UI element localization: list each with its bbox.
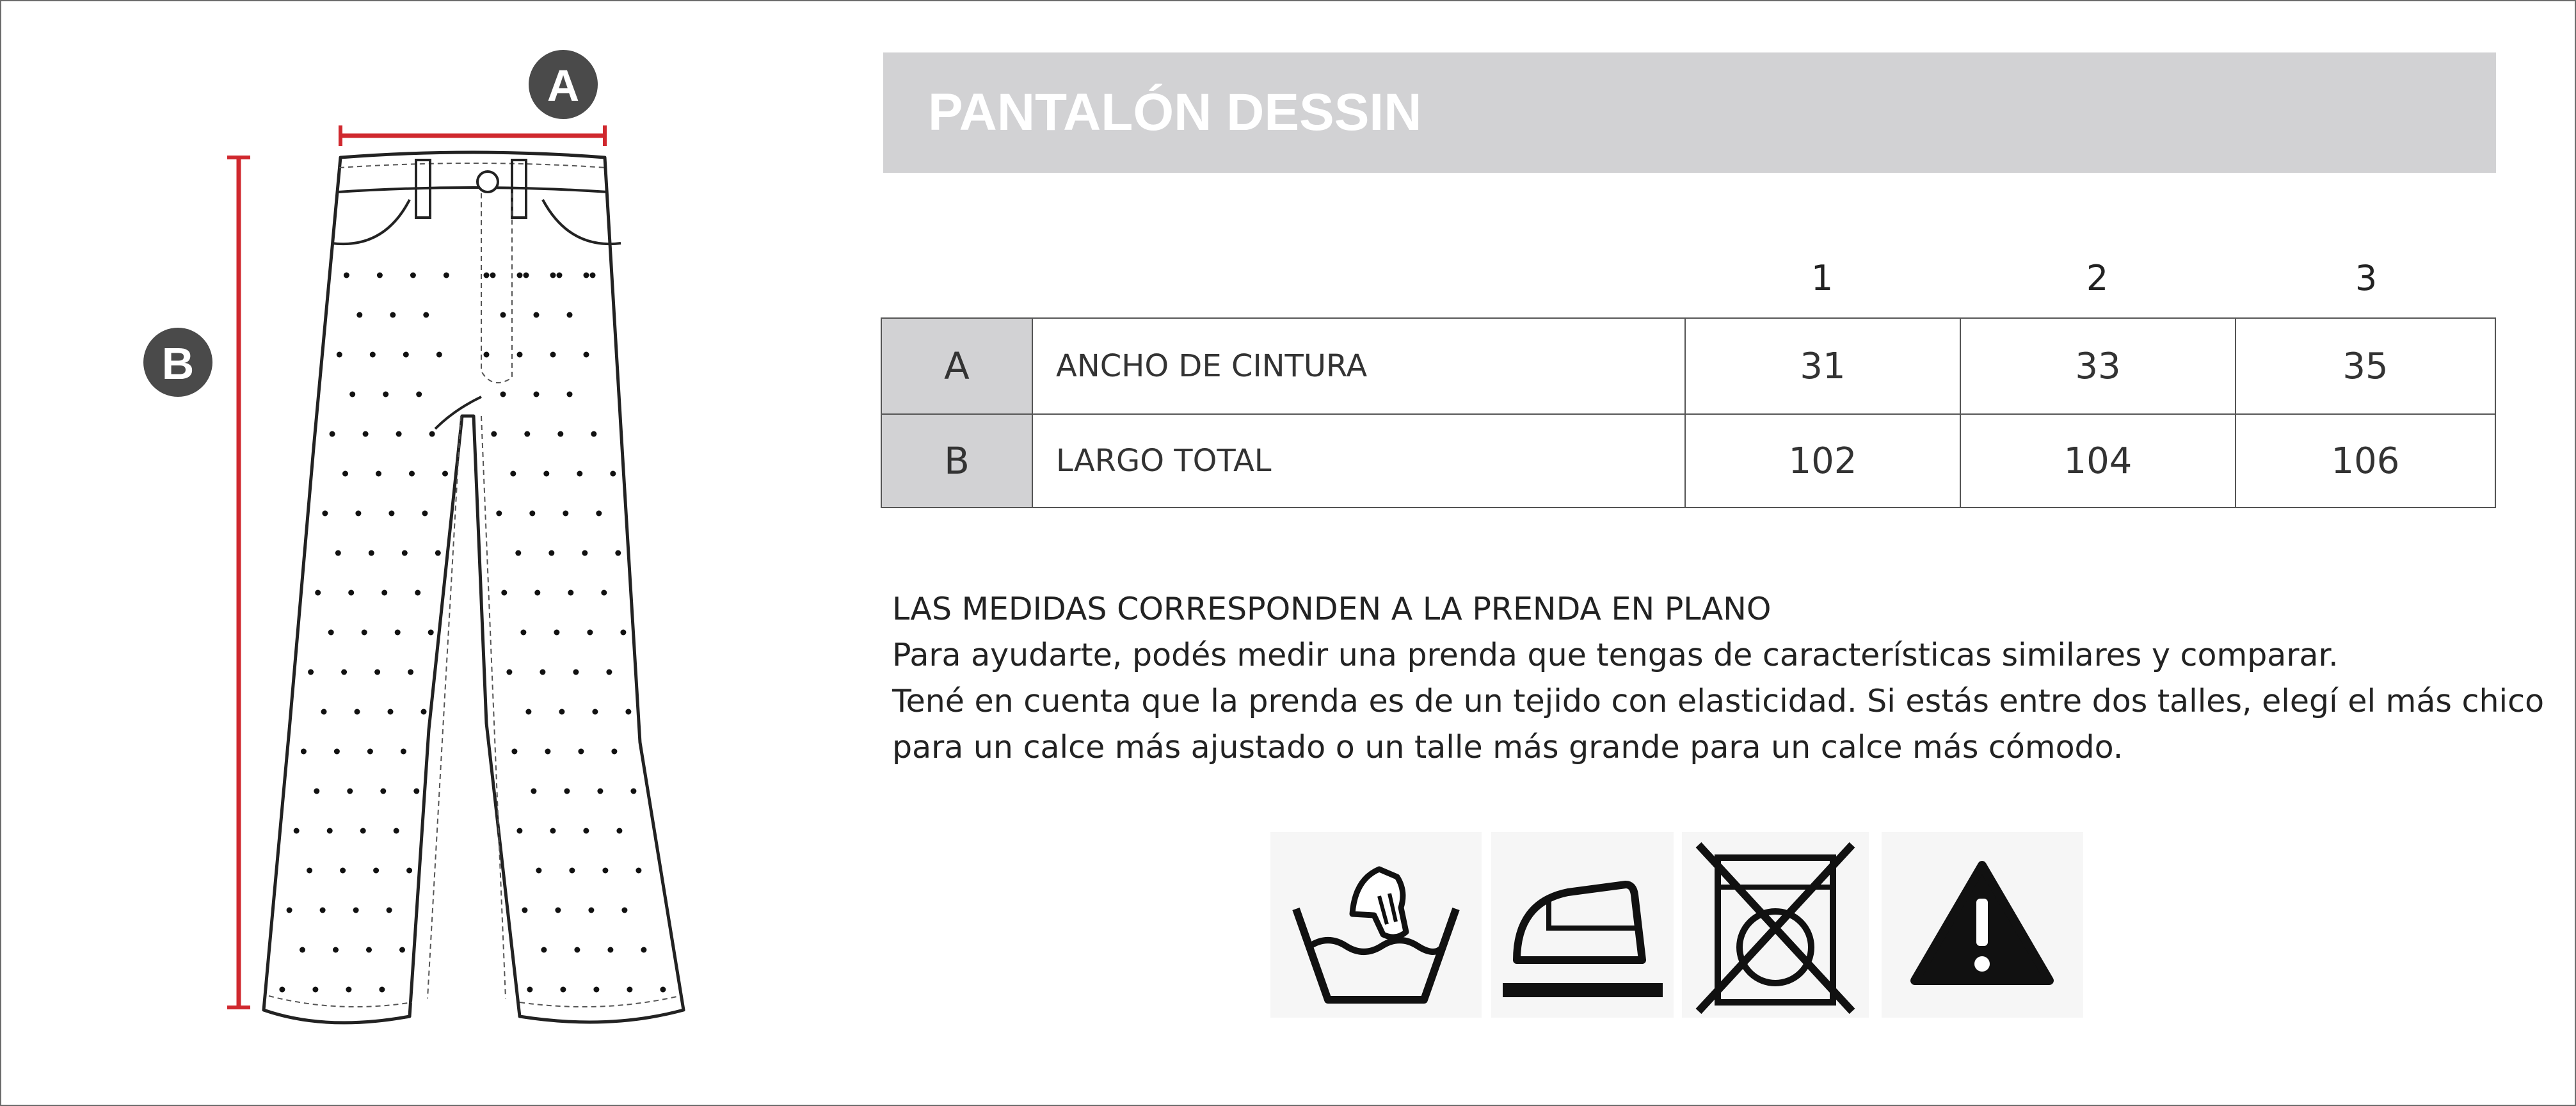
polka-dot [294, 828, 300, 834]
polka-dot [403, 352, 409, 358]
polka-dot [620, 630, 626, 636]
polka-dot [578, 749, 584, 755]
polka-dot [356, 312, 362, 318]
polka-dot [413, 789, 419, 794]
polka-dot [550, 828, 556, 834]
pants-outline [264, 152, 684, 1023]
polka-dot [341, 669, 347, 675]
polka-dot [548, 550, 554, 556]
badge-a-label: A [547, 61, 580, 111]
table-divider [1960, 319, 1961, 507]
polka-dot [583, 828, 589, 834]
polka-dot [421, 709, 427, 715]
polka-dot [577, 471, 582, 477]
polka-dot [383, 392, 388, 397]
polka-dot [347, 789, 353, 794]
polka-dot [596, 511, 602, 517]
polka-dot [630, 789, 636, 794]
polka-dot [611, 749, 617, 755]
polka-dot [490, 273, 496, 278]
polka-dot [517, 352, 523, 358]
polka-dot [287, 908, 292, 913]
polka-dot [428, 630, 434, 636]
polka-dot [534, 392, 540, 397]
polka-dot [616, 828, 622, 834]
polka-dot [363, 431, 369, 437]
size-table [881, 317, 2496, 508]
table-row-divider [882, 413, 2495, 415]
polka-dot [377, 273, 383, 278]
row-b-size-1: 102 [1788, 440, 1857, 482]
polka-dot [315, 590, 321, 596]
polka-dot [406, 868, 412, 874]
polka-dot [408, 669, 413, 675]
polka-dot [500, 392, 506, 397]
polka-dot [559, 709, 564, 715]
polka-dot [410, 273, 416, 278]
polka-dot [484, 273, 490, 278]
polka-dot [588, 908, 594, 913]
iron-icon [1491, 832, 1674, 1018]
polka-dot [557, 431, 563, 437]
polka-dot [520, 630, 526, 636]
polka-dot [567, 312, 573, 318]
polka-dot [615, 550, 621, 556]
polka-dot [353, 908, 359, 913]
waist-button [477, 172, 498, 192]
polka-dot [516, 828, 522, 834]
polka-dot [423, 312, 429, 318]
polka-dot [330, 431, 335, 437]
polka-dot [370, 352, 376, 358]
do-not-tumble-dry-icon [1682, 832, 1869, 1018]
polka-dot [373, 868, 379, 874]
polka-dot [506, 669, 512, 675]
polka-dot [550, 273, 556, 278]
polka-dot [355, 709, 360, 715]
polka-dot [660, 987, 666, 993]
polka-dot [584, 273, 589, 278]
polka-dot [348, 590, 354, 596]
polka-dot [388, 709, 394, 715]
polka-dot [435, 550, 441, 556]
polka-dot [591, 431, 596, 437]
polka-dot [540, 669, 545, 675]
polka-dot [531, 789, 536, 794]
polka-dot [307, 868, 312, 874]
polka-dot [515, 550, 521, 556]
table-divider [1684, 319, 1686, 507]
polka-dot [436, 352, 442, 358]
polka-dot [564, 789, 570, 794]
polka-dot [607, 947, 613, 953]
polka-dot [333, 947, 339, 953]
title-bar [883, 52, 2496, 173]
polka-dot [592, 709, 598, 715]
size-header-2: 2 [2086, 258, 2109, 298]
polka-dot [573, 669, 579, 675]
polka-dot [601, 590, 607, 596]
row-a-size-2: 33 [2075, 345, 2121, 387]
note-line: Para ayudarte, podés medir una prenda que tengas de características similares y comparar. [892, 637, 2339, 673]
polka-dot [557, 273, 563, 278]
polka-dot [491, 431, 497, 437]
polka-dot [301, 749, 307, 755]
polka-dot [360, 828, 366, 834]
hand-wash-icon [1270, 832, 1482, 1018]
polka-dot [379, 987, 385, 993]
polka-dot [312, 987, 318, 993]
polka-dot [545, 749, 550, 755]
polka-dot [429, 431, 435, 437]
polka-dot [374, 669, 380, 675]
polka-dot [582, 550, 588, 556]
polka-dot [501, 590, 507, 596]
polka-dot [627, 987, 632, 993]
polka-dot [396, 431, 402, 437]
warning-icon [1882, 832, 2083, 1018]
polka-dot [444, 273, 449, 278]
polka-dot [555, 908, 561, 913]
polka-dot [327, 828, 333, 834]
polka-dot [401, 749, 406, 755]
polka-dot [366, 947, 372, 953]
polka-dot [381, 590, 387, 596]
page-title: PANTALÓN DESSIN [928, 83, 1422, 141]
polka-dot [584, 352, 589, 358]
polka-dot [300, 947, 305, 953]
badge-b-label: B [161, 339, 195, 389]
polka-dot [610, 471, 616, 477]
polka-dot [346, 987, 351, 993]
polka-dot [500, 312, 506, 318]
polka-dot [342, 471, 348, 477]
row-a-label: ANCHO DE CINTURA [1056, 348, 1368, 384]
polka-dot [568, 590, 573, 596]
polka-dot [308, 669, 314, 675]
polka-dot [602, 868, 608, 874]
polka-dot [328, 630, 334, 636]
polka-dot [314, 789, 319, 794]
polka-dot [402, 550, 408, 556]
polka-dot [587, 630, 593, 636]
polka-dot [567, 392, 573, 397]
polka-dot [641, 947, 646, 953]
polka-dot [390, 312, 396, 318]
note-line: para un calce más ajustado o un talle más grande para un calce más cómodo. [892, 729, 2124, 765]
polka-dot [590, 273, 596, 278]
polka-dot [524, 431, 530, 437]
polka-dot [621, 908, 627, 913]
polka-dot [367, 749, 373, 755]
polka-dot [321, 709, 327, 715]
pants-diagram [0, 0, 832, 1106]
polka-dot [606, 669, 612, 675]
polka-dot [527, 987, 532, 993]
polka-dot [376, 471, 381, 477]
polka-dot [337, 352, 342, 358]
polka-dot [320, 908, 326, 913]
measurement-notes [892, 586, 2545, 771]
polka-dot [569, 868, 575, 874]
polka-dot [422, 511, 428, 517]
polka-dot [415, 590, 420, 596]
polka-dot [534, 590, 540, 596]
polka-dot [322, 511, 328, 517]
polka-dot [536, 868, 541, 874]
note-line: LAS MEDIDAS CORRESPONDEN A LA PRENDA EN PLANO [892, 591, 1772, 627]
row-b-size-3: 106 [2331, 440, 2400, 482]
polka-dot [334, 749, 340, 755]
polka-dot [563, 511, 568, 517]
polka-dot [380, 789, 386, 794]
polka-dot [335, 550, 341, 556]
polka-dot [442, 471, 448, 477]
polka-dot [550, 352, 556, 358]
table-divider [2235, 319, 2236, 507]
polka-dot [625, 709, 631, 715]
polka-dot [534, 312, 540, 318]
polka-dot [525, 709, 531, 715]
polka-dot [416, 392, 422, 397]
polka-dot [543, 471, 549, 477]
row-a-size-1: 31 [1800, 345, 1846, 387]
polka-dot [387, 908, 392, 913]
polka-dot [541, 947, 547, 953]
polka-dot [362, 630, 367, 636]
size-header-3: 3 [2355, 258, 2378, 298]
row-a-size-3: 35 [2342, 345, 2388, 387]
polka-dot [279, 987, 285, 993]
polka-dot [395, 630, 401, 636]
polka-dot [593, 987, 599, 993]
polka-dot [496, 511, 502, 517]
polka-dot [344, 273, 349, 278]
polka-dot [340, 868, 346, 874]
polka-dot [394, 828, 399, 834]
size-header-1: 1 [1811, 258, 1834, 298]
polka-dot [388, 511, 394, 517]
polka-dot [554, 630, 559, 636]
polka-dot [399, 947, 405, 953]
row-b-size-2: 104 [2063, 440, 2132, 482]
polka-dot [597, 789, 603, 794]
row-a-code: A [882, 319, 1032, 413]
polka-dot [510, 471, 516, 477]
polka-dot [349, 392, 355, 397]
table-divider [1032, 319, 1033, 507]
polka-dot [522, 908, 527, 913]
polka-dot [524, 273, 529, 278]
polka-dot [636, 868, 641, 874]
row-b-label: LARGO TOTAL [1056, 443, 1272, 479]
polka-dot [409, 471, 415, 477]
polka-dot [517, 273, 523, 278]
polka-dot [560, 987, 566, 993]
polka-dot [511, 749, 517, 755]
row-b-code: B [882, 415, 1032, 507]
note-line: Tené en cuenta que la prenda es de un tejido con elasticidad. Si estás entre dos talles, elegí el más chico [892, 683, 2545, 719]
polka-dot [355, 511, 361, 517]
polka-dot [529, 511, 535, 517]
polka-dot [484, 352, 490, 358]
polka-dot [574, 947, 580, 953]
polka-dot [369, 550, 374, 556]
